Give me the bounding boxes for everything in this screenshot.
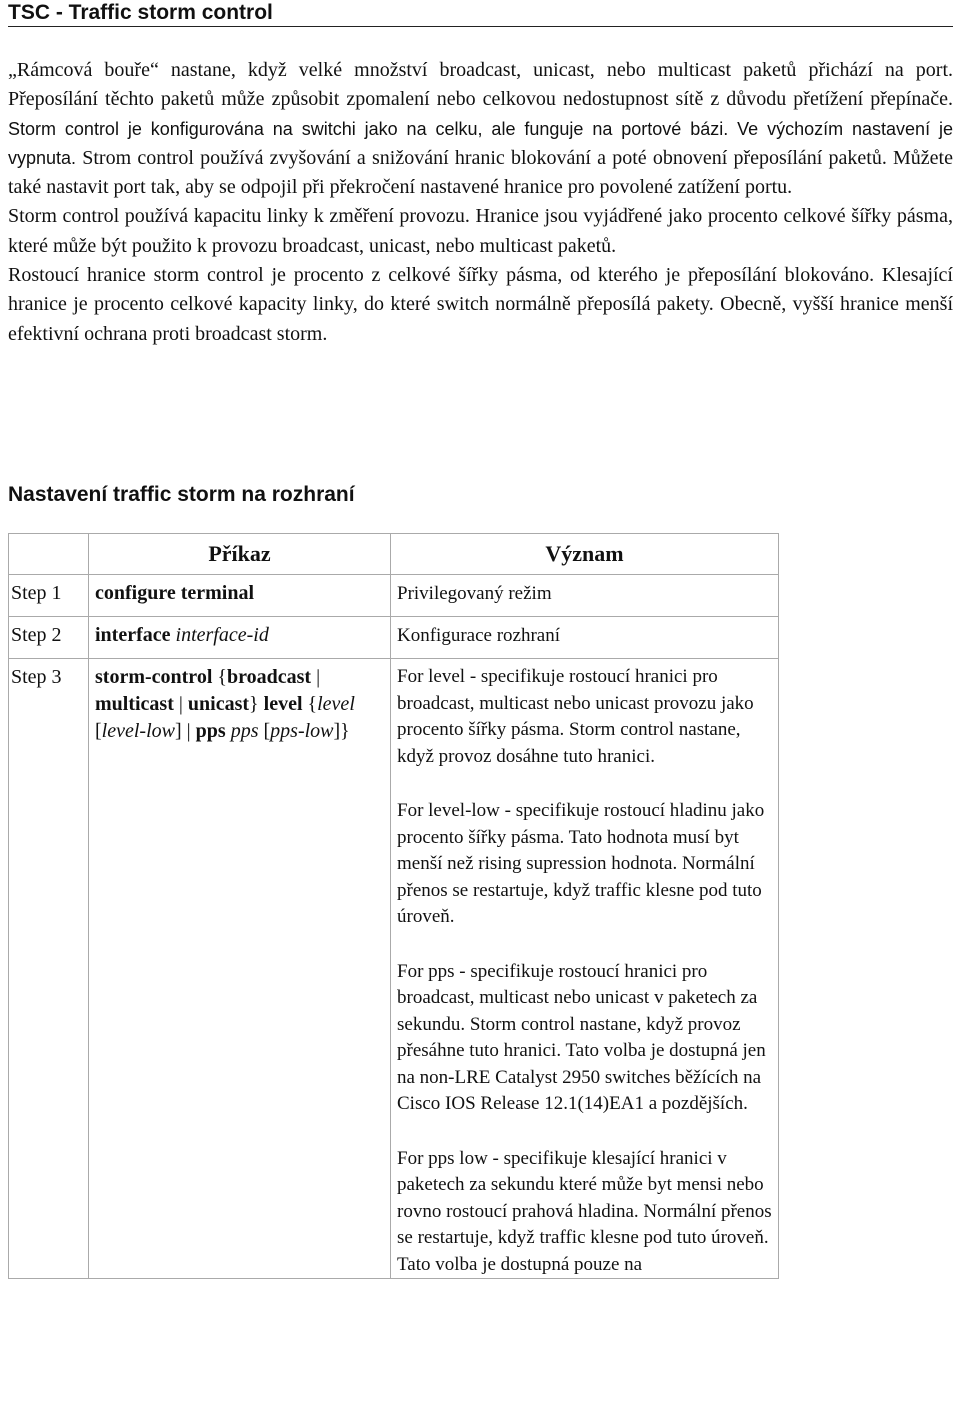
step-label: Step 3: [9, 659, 89, 1279]
table-header-command: Příkaz: [89, 534, 391, 575]
table-header-meaning: Význam: [391, 534, 779, 575]
command-syntax: {: [212, 666, 227, 688]
intro-paragraph-2: Storm control používá kapacitu linky k změření provozu. Hranice jsou vyjádřené jako procento celkové šířky pásma, které může být použito k provozu broadcast, unicast, nebo multicast paketů.: [8, 205, 953, 257]
page-title: TSC - Traffic storm control: [8, 0, 953, 27]
intro-paragraph-3: Rostoucí hranice storm control je procento z celkové šířky pásma, od kterého je přeposílání blokováno. Klesající hranice je procento celkové kapacity linky, do které switch normálně přeposílá pakety. Obecně, vyšší hranice menší efektivní ochrana proti broadcast storm.: [8, 264, 953, 345]
command-syntax: {: [302, 693, 318, 715]
meaning-level-low: For level-low - specifikuje rostoucí hladinu jako procento šířky pásma. Tato hodnota musí byt menší než rising supression hodnota. Normální přenos se restartuje, když traffic klesne pod tuto úroveň.: [397, 800, 765, 927]
command-keyword: level: [263, 693, 303, 715]
step-label: Step 2: [9, 617, 89, 659]
command-syntax: |: [311, 666, 321, 688]
command-argument: pps: [230, 720, 259, 742]
meaning-cell: Privilegovaný režim: [391, 575, 779, 617]
meaning-pps-low: For pps low - specifikuje klesající hranici v paketech za sekundu které může byt mensi nebo rovno rostoucí prahová hladina. Normální přenos se restartuje, když traffic klesne pod tuto úroveň. Tato volba je dostupná pouze na: [397, 1147, 772, 1275]
command-syntax: [: [258, 720, 271, 742]
step-label: Step 1: [9, 575, 89, 617]
command-keyword: storm-control: [95, 666, 213, 688]
command-keyword: multicast: [95, 693, 174, 715]
meaning-cell: Konfigurace rozhraní: [391, 617, 779, 659]
intro-paragraph-1: [8, 56, 953, 202]
command-argument: level: [317, 693, 355, 715]
table-header-empty: [9, 534, 89, 575]
command-syntax: ] |: [174, 720, 196, 742]
intro-section: [8, 56, 953, 349]
meaning-level: For level - specifikuje rostoucí hranici pro broadcast, multicast nebo unicast provozu jako procento šířky pásma. Storm control nastane, když provoz dosáhne tuto hranici.: [397, 666, 754, 767]
table-row: [9, 617, 779, 659]
command-keyword: broadcast: [226, 666, 312, 688]
table-row: [9, 659, 779, 1279]
command-table: [8, 533, 779, 1279]
intro-text-1a: „Rámcová bouře“ nastane, když velké množství broadcast, unicast, nebo multicast paketů přichází na port. Přeposílání těchto paketů může způsobit zpomalení nebo celkovou nedostupnost sítě z důvodu přetížení přepínače.: [8, 59, 953, 111]
command-keyword: pps: [195, 720, 226, 742]
command-syntax: |: [173, 693, 188, 715]
command-cell: configure terminal: [89, 575, 391, 617]
command-cell: [89, 659, 391, 1279]
command-syntax: ]}: [333, 720, 350, 742]
meaning-cell: [391, 659, 779, 1279]
command-keyword: interface: [95, 624, 171, 646]
meaning-pps: For pps - specifikuje rostoucí hranici pro broadcast, multicast nebo unicast v paketech za sekundu. Storm control nastane, když provoz přesáhne tuto hranici. Tato volba je dostupná jen na non-LRE Catalyst 2950 switches běžících na Cisco IOS Release 12.1(14)EA1 a pozdějších.: [397, 960, 766, 1114]
intro-text-1b: Storm control je konfigurována na switchi jako na celku, ale funguje na portové bázi. Ve výchozím nastavení je vypnuta.: [8, 118, 953, 168]
command-argument: level-low: [101, 720, 175, 742]
command-syntax: [: [95, 720, 102, 742]
table-header-row: [9, 534, 779, 575]
command-cell: [89, 617, 391, 659]
command-keyword: unicast: [187, 693, 250, 715]
command-argument: interface-id: [175, 624, 269, 646]
intro-text-1c: Strom control používá zvyšování a snižování hranic blokování a poté obnovení přeposílání paketů. Můžete také nastavit port tak, aby se odpojil při překročení nastavené hranice pro povolené zatížení portu.: [8, 146, 953, 199]
command-argument: pps-low: [270, 720, 334, 742]
table-row: [9, 575, 779, 617]
section-title: Nastavení traffic storm na rozhraní: [8, 483, 355, 506]
command-syntax: }: [249, 693, 264, 715]
